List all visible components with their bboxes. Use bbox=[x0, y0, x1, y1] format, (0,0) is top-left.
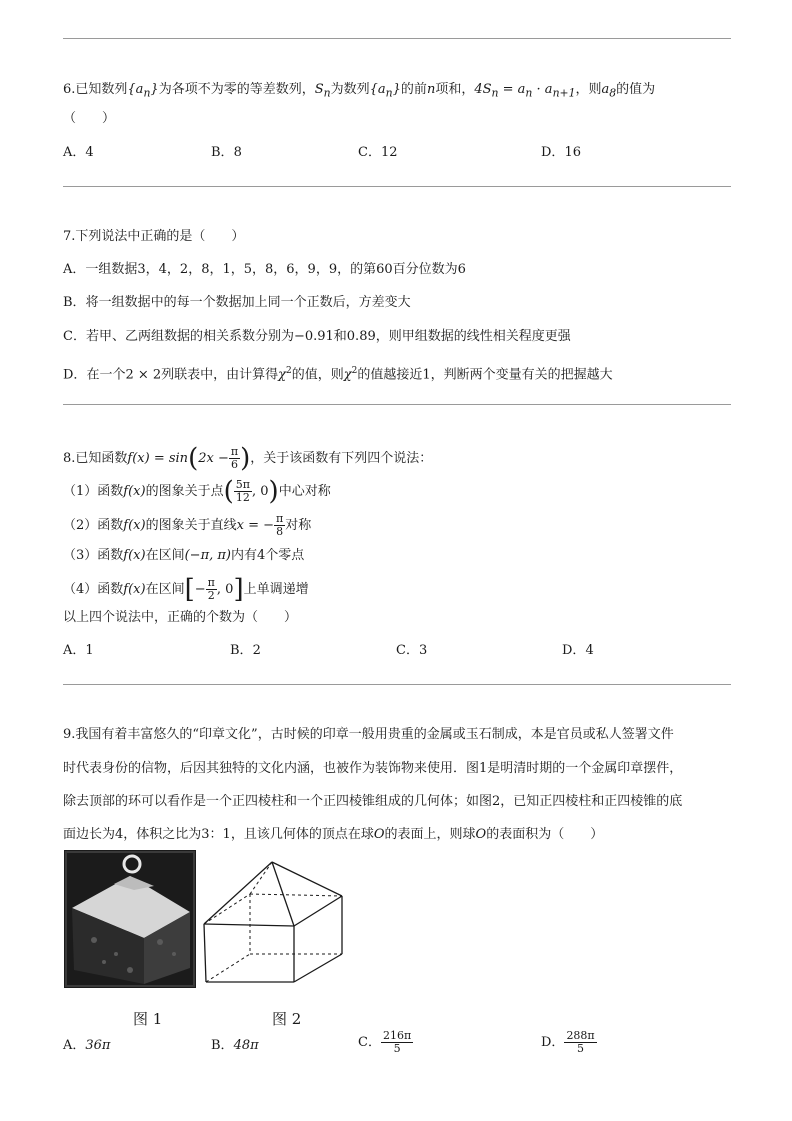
q8-option-d: D．4 bbox=[562, 643, 594, 658]
seal-photo-figure bbox=[64, 850, 196, 988]
figure-2-caption: 图 2 bbox=[272, 1010, 302, 1028]
q6-option-c: C．12 bbox=[358, 145, 398, 160]
q8-summary: 以上四个说法中，正确的个数为（ ） bbox=[63, 610, 298, 625]
q7-option-b: B．将一组数据中的每一个数据加上同一个正数后，方差变大 bbox=[63, 295, 411, 310]
q9-option-b: B．48π bbox=[211, 1038, 259, 1053]
q9-option-c: C． $\frac{216\pi}{5}$ bbox=[358, 1029, 412, 1055]
q8-statement-1: （1）函数f(x)的图象关于点( $\frac{5\pi}{12}$ , 0)中心对称 bbox=[63, 476, 331, 507]
answer-blank: （ ） bbox=[63, 111, 116, 126]
divider bbox=[63, 404, 731, 405]
question-9-line-3: 除去顶部的环可以看作是一个正四棱柱和一个正四棱锥组成的几何体；如图2，已知正四棱柱和正四棱锥的底 bbox=[63, 794, 683, 809]
q6-option-a: A．4 bbox=[63, 145, 94, 160]
q6-option-b: B．8 bbox=[211, 145, 242, 160]
q8-statement-4: （4）函数f(x)在区间[− $\frac{\pi}{2}$ , 0]上单调递增 bbox=[63, 574, 309, 605]
q8-statement-3: （3）函数f(x)在区间(−π, π)内有4个零点 bbox=[63, 548, 305, 563]
figure-1-caption: 图 1 bbox=[133, 1010, 163, 1028]
q7-option-d: D．在一个2 × 2列联表中，由计算得$\chi^2$的值，则$\chi^2$的值越接近1，判断两个变量有关的把握越大 bbox=[63, 366, 613, 383]
q9-option-a: A．36π bbox=[63, 1038, 111, 1053]
question-9-line-4: 面边长为4，体积之比为3：1，且该几何体的顶点在球O的表面上，则球O的表面积为（ ） bbox=[63, 827, 604, 842]
question-9-line-2: 时代表身份的信物，后因其独特的文化内涵，也被作为装饰物来使用．图1是明清时期的一个金属印章摆件， bbox=[63, 761, 683, 776]
question-7-stem: 7.下列说法中正确的是（ ） bbox=[63, 229, 245, 244]
q6-option-d: D．16 bbox=[541, 145, 581, 160]
q9-option-d: D． $\frac{288\pi}{5}$ bbox=[541, 1029, 595, 1055]
prism-pyramid-diagram bbox=[200, 858, 350, 986]
question-8-stem: 8.已知函数f(x) = sin(2x − $\frac{\pi}{6}$ )，关于该函数有下列四个说法： bbox=[63, 443, 433, 474]
q8-statement-2: （2）函数f(x)的图象关于直线x = − $\frac{\pi}{8}$ 对称 bbox=[63, 512, 312, 538]
divider bbox=[63, 38, 731, 39]
divider bbox=[63, 684, 731, 685]
divider bbox=[63, 186, 731, 187]
q7-option-c: C．若甲、乙两组数据的相关系数分别为−0.91和0.89，则甲组数据的线性相关程度更强 bbox=[63, 329, 571, 344]
question-9-line-1: 9.我国有着丰富悠久的“印章文化”，古时候的印章一般用贵重的金属或玉石制成，本是官员或私人签署文件 bbox=[63, 727, 674, 742]
q8-option-b: B．2 bbox=[230, 643, 261, 658]
q8-option-c: C．3 bbox=[396, 643, 428, 658]
q8-option-a: A．1 bbox=[63, 643, 94, 658]
q7-option-a: A．一组数据3，4，2，8，1，5，8，6，9，9，的第60百分位数为6 bbox=[63, 262, 466, 277]
question-6-stem: 6.已知数列$\{a_n\}$为各项不为零的等差数列，$S_n$为数列$\{a_n\}$的前n项和，$4S_n = a_n \cdot a_{n+1}$，则$a_8$的值为 bbox=[63, 82, 656, 100]
